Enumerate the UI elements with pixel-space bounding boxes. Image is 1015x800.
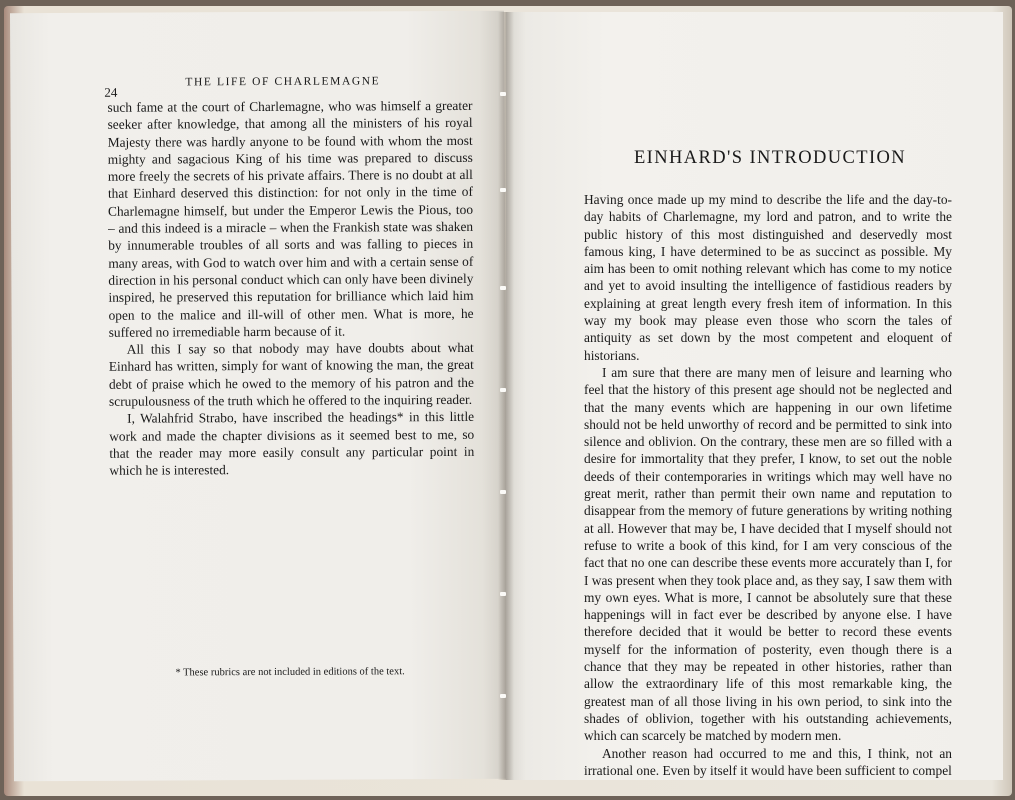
left-page-body — [107, 97, 474, 479]
page-number: 24 — [104, 84, 118, 100]
running-head-title: THE LIFE OF CHARLEMAGNE — [185, 75, 381, 89]
paragraph: I, Walahfrid Strabo, have inscribed the headings* in this little work and made the chapter divisions as it seemed best to me, so that the reader may more easily consult any particular point in which he is interested. — [109, 409, 475, 479]
binding-stitch — [500, 592, 506, 596]
binding-stitch — [500, 188, 506, 192]
right-page-body — [584, 191, 952, 779]
right-page — [506, 12, 1003, 780]
paragraph: such fame at the court of Charlemagne, who was himself a greater seeker after knowledge, that among all the ministers of his royal Majesty there was hardly anyone to be found with whom the most mighty and sagacious King of his time was prepared to discuss more freely the secrets of his private affairs. There is no doubt at all that Einhard deserved this distinction: for not only in the time of Charlemagne himself, but under the Emperor Lewis the Pious, too – and this indeed is a miracle – when the Frankish state was shaken by innumerable troubles of all sorts and was falling to pieces in many areas, with God to watch over him and with a certain sense of direction in his personal conduct which can only have been divinely inspired, he preserved this reputation for brilliance which laid him open to the malice and ill-will of other men. What is more, he suffered no irremediable harm because of it. — [107, 97, 474, 340]
chapter-heading: EINHARD'S INTRODUCTION — [633, 148, 907, 168]
paragraph: All this I say so that nobody may have doubts about what Einhard has written, simply for want of knowing the man, the great debt of praise which he owed to the memory of his patron and the scrupulousness of the truth which he offered to the inquiring reader. — [108, 340, 474, 409]
footnote: * These rubrics are not included in editions of the text. — [175, 666, 405, 679]
binding-stitch — [500, 694, 506, 698]
paragraph: Another reason had occurred to me and this, I think, not an irrational one. Even by itself it would have been sufficient to compel — [584, 745, 952, 778]
running-head — [104, 75, 468, 100]
binding-stitch — [500, 286, 506, 290]
left-page — [10, 11, 508, 782]
binding-stitch — [500, 490, 506, 494]
paragraph: Having once made up my mind to describe the life and the day-to-day habits of Charlemagne, my lord and patron, and to write the public history of this most distinguished and deservedly most famous king, I have determined to be as succinct as possible. My aim has been to omit nothing relevant which has come to my notice and yet to avoid insulting the intelligence of fastidious readers by explaining at great length every fresh item of information. In this way my book may please even those who scorn the tales of antiquity as set down by the most competent and eloquent of historians. — [584, 192, 952, 363]
binding-stitch — [500, 388, 506, 392]
book-gutter — [498, 12, 514, 780]
binding-stitch — [500, 92, 506, 96]
paragraph: I am sure that there are many men of leisure and learning who feel that the history of this present age should not be neglected and that the many events which are happening in our own lifetime should not be held unworthy of record and be permitted to sink into silence and oblivion. On the contrary, these men are so filled with a desire for immortality that they prefer, I know, to set out the noble deeds of their contemporaries in writings which may well have no great merit, rather than permit their own name and reputation to disappear from the memory of future generations by writing nothing at all. However that may be, I have decided that I myself should not refuse to write a book of this kind, for I am very conscious of the fact that no one can describe these events more accurately than I, for I was present when they took place and, as they say, I saw them with my own eyes. What is more, I cannot be absolutely sure that these happenings will in fact ever be described by anyone else. I have therefore decided that it would be better to record these events myself for the information of posterity, even though there is a chance that they may be repeated in other histories, rather than allow the extraordinary life of this most remarkable king, the greatest man of all those living in his own period, to sink into the shades of oblivion, together with his outstanding achievements, which can scarcely be matched by modern men. — [584, 364, 953, 744]
